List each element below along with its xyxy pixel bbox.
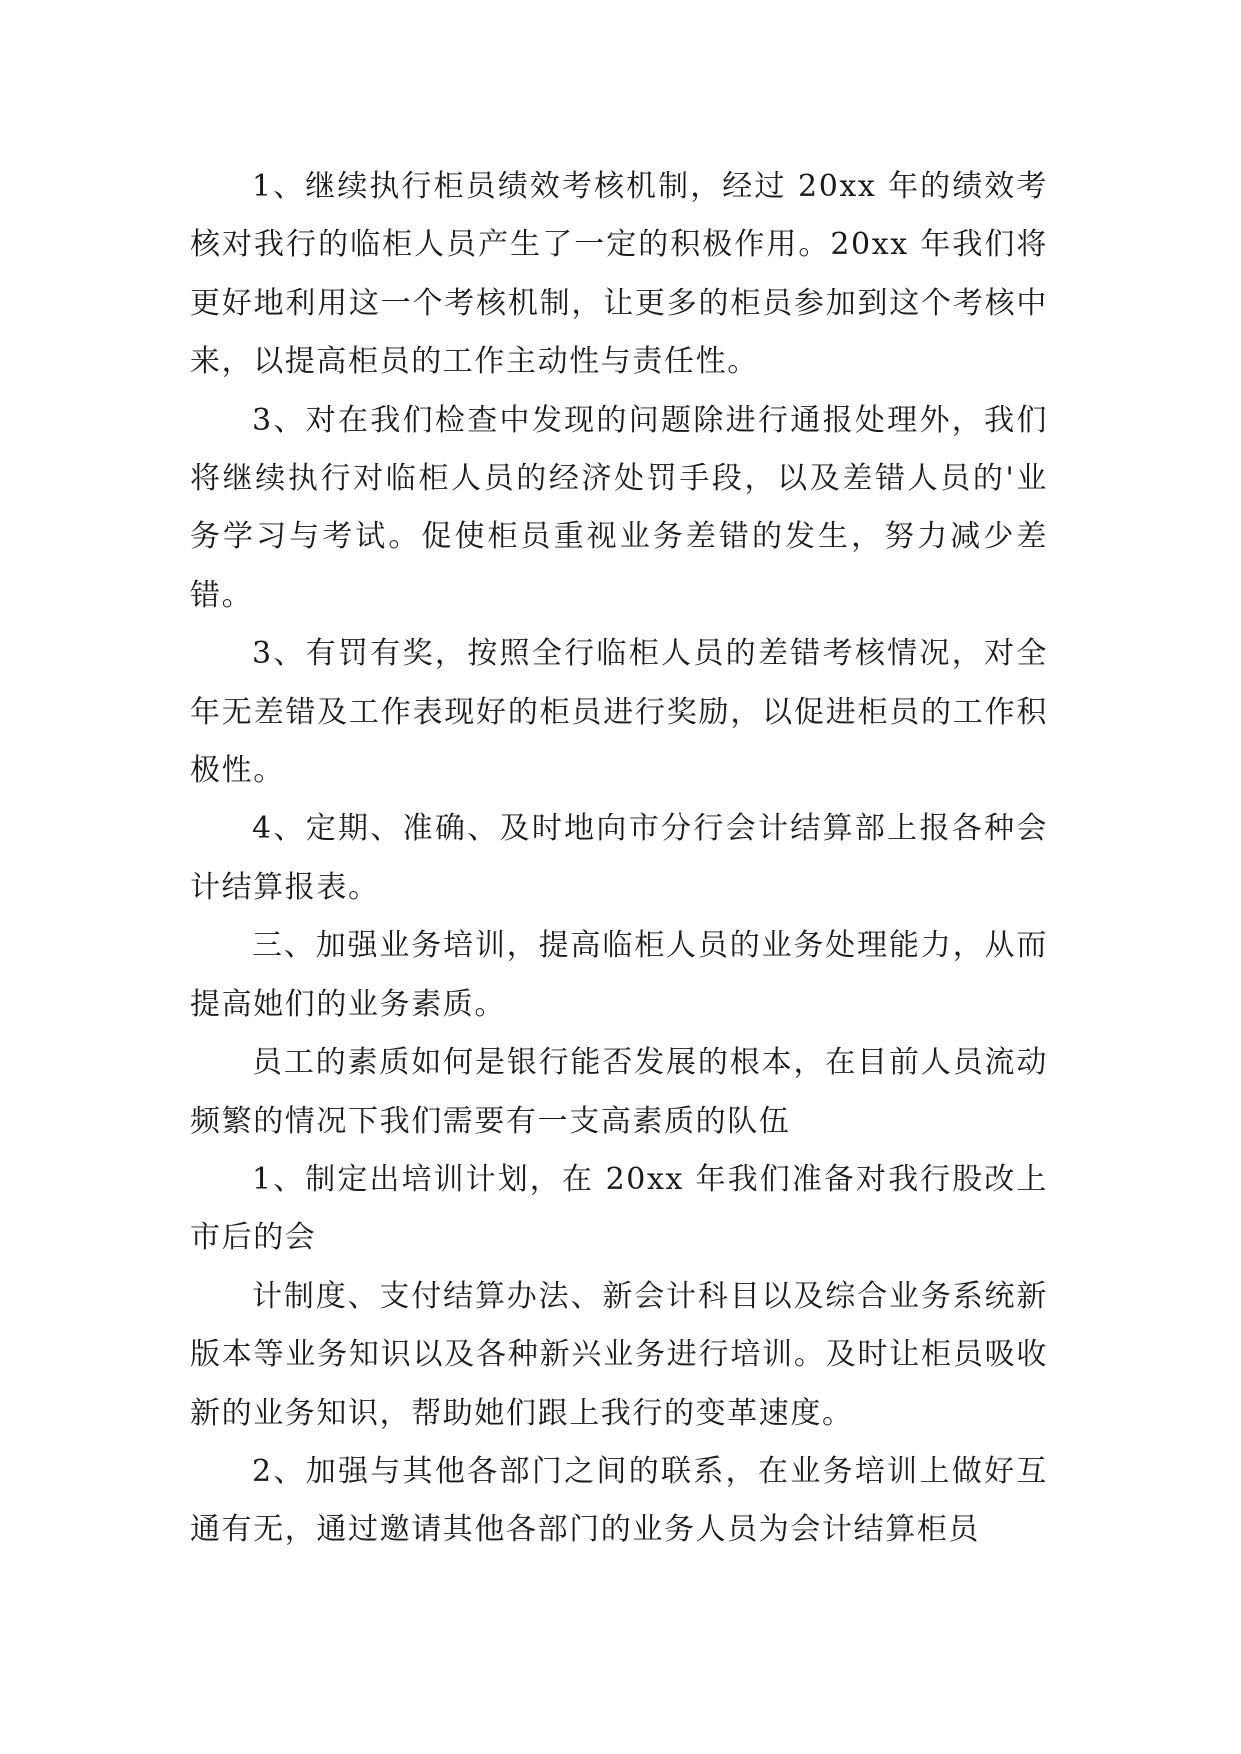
paragraph-training-plan: 1、制定出培训计划，在 20xx 年我们准备对我行股改上市后的会 <box>190 1161 1048 1256</box>
paragraph-error-penalties: 3、对在我们检查中发现的问题除进行通报处理外，我们将继续执行对临柜人员的经济处罚手段，以及差错人员的'业务学习与考试。促使柜员重视业务差错的发生，努力减少差错。 <box>190 402 1048 613</box>
paragraph-department-cooperation: 2、加强与其他各部门之间的联系，在业务培训上做好互通有无，通过邀请其他各部门的业务人员为会计结算柜员 <box>190 1453 1048 1548</box>
section-heading-training: 三、加强业务培训，提高临柜人员的业务处理能力，从而提高她们的业务素质。 <box>190 928 1048 1022</box>
paragraph-reporting: 4、定期、准确、及时地向市分行会计结算部上报各种会计结算报表。 <box>190 811 1048 905</box>
paragraph-performance-review: 1、继续执行柜员绩效考核机制，经过 20xx 年的绩效考核对我行的临柜人员产生了一定的积极作用。20xx 年我们将更好地利用这一个考核机制，让更多的柜员参加到这个考核中来，以提高柜员的工作主动性与责任性。 <box>190 169 1048 380</box>
paragraph-training-plan-continued: 计制度、支付结算办法、新会计科目以及综合业务系统新版本等业务知识以及各种新兴业务进行培训。及时让柜员吸收新的业务知识，帮助她们跟上我行的变革速度。 <box>190 1278 1048 1431</box>
paragraph-rewards: 3、有罚有奖，按照全行临柜人员的差错考核情况，对全年无差错及工作表现好的柜员进行奖励，以促进柜员的工作积极性。 <box>190 636 1048 789</box>
document-body <box>190 158 1048 1560</box>
paragraph-staff-quality: 员工的素质如何是银行能否发展的根本，在目前人员流动频繁的情况下我们需要有一支高素质的队伍 <box>190 1045 1048 1139</box>
